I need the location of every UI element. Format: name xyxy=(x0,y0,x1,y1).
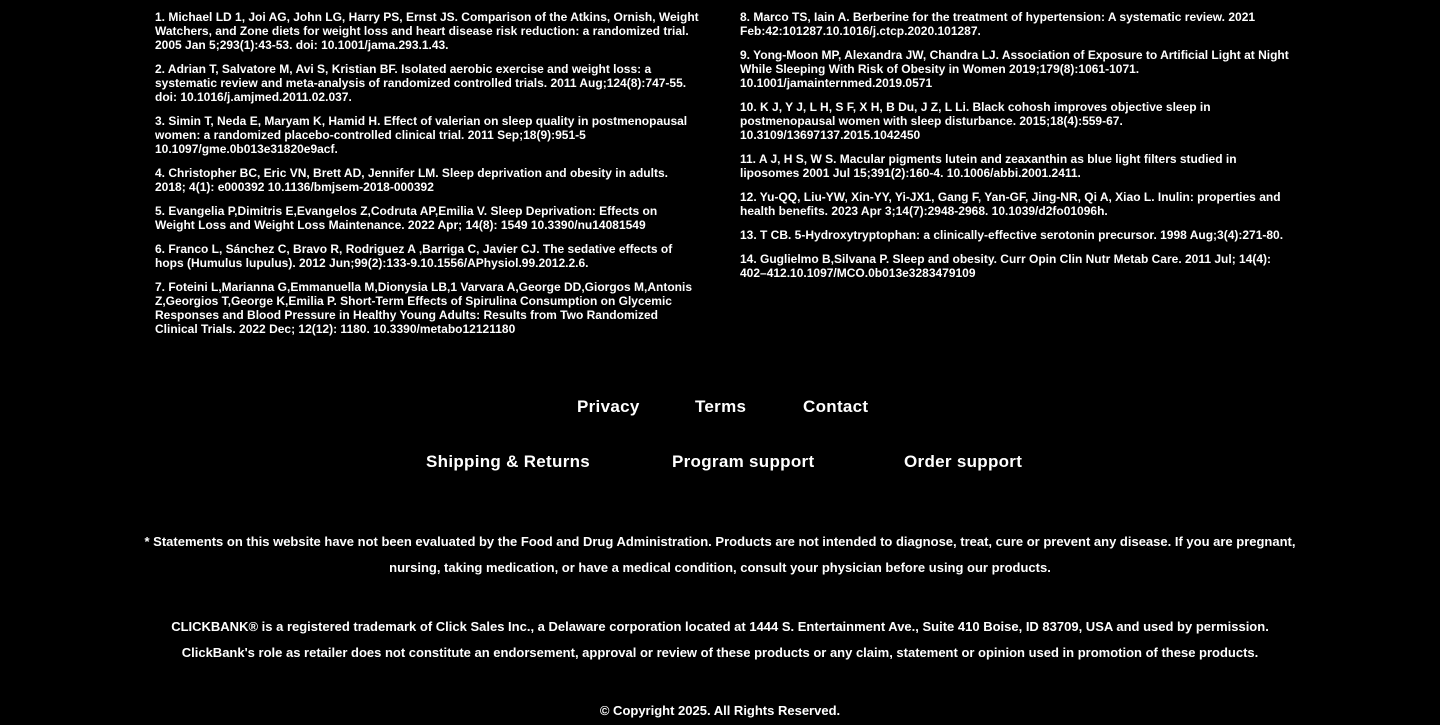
references-right-column xyxy=(740,10,1290,290)
reference-item: 11. A J, H S, W S. Macular pigments lutein and zeaxanthin as blue light filters studied in liposomes 2001 Jul 15;391(2):160-4. 10.1006/abbi.2001.2411. xyxy=(740,152,1237,180)
reference-item: 6. Franco L, Sánchez C, Bravo R, Rodriguez A ,Barriga C, Javier CJ. The sedative effects of hops (Humulus lupulus). 2012 Jun;99(2):133-9.10.1556/APhysiol.99.2012.2.6. xyxy=(155,242,673,270)
reference-item: 14. Guglielmo B,Silvana P. Sleep and obesity. Curr Opin Clin Nutr Metab Care. 2011 Jul; 14(4): 402–412.10.1097/MCO.0b013e3283479109 xyxy=(740,252,1272,280)
privacy-link[interactable]: Privacy xyxy=(577,397,640,416)
fda-disclaimer: * Statements on this website have not been evaluated by the Food and Drug Administration. Products are not intended to diagnose, treat, cure or prevent any disease. If you are pregnant, nursing, taking medication, or have a medical condition, consult your physician before using our products. xyxy=(144,534,1296,575)
reference-item: 5. Evangelia P,Dimitris E,Evangelos Z,Codruta AP,Emilia V. Sleep Deprivation: Effects on Weight Loss and Weight Loss Maintenance. 2022 Apr; 14(8): 1549 10.3390/nu14081549 xyxy=(155,204,658,232)
reference-item: 7. Foteini L,Marianna G,Emmanuella M,Dionysia LB,1 Varvara A,George DD,Giorgos M,Antonis Z,Georgios T,George K,Emilia P. Short-Term Effects of Spirulina Consumption on Glycemic Responses and Blood Pressure in Healthy Young Adults: Results from Two Randomized Clinical Trials. 2022 Dec; 12(12): 1180. 10.3390/metabo12121180 xyxy=(155,280,692,336)
copyright-text: © Copyright 2025. All Rights Reserved. xyxy=(599,703,841,718)
references-left-column xyxy=(155,10,700,346)
reference-item: 4. Christopher BC, Eric VN, Brett AD, Jennifer LM. Sleep deprivation and obesity in adults. 2018; 4(1): e000392 10.1136/bmjsem-2018-000392 xyxy=(155,166,668,194)
shipping-returns-link[interactable]: Shipping & Returns xyxy=(426,452,591,471)
reference-item: 3. Simin T, Neda E, Maryam K, Hamid H. Effect of valerian on sleep quality in postmenopausal women: a randomized placebo-controlled clinical trial. 2011 Sep;18(9):951-5 10.1097/gme.0b013e31820e9acf. xyxy=(155,114,688,156)
contact-link[interactable]: Contact xyxy=(803,397,869,416)
clickbank-notice: CLICKBANK® is a registered trademark of Click Sales Inc., a Delaware corporation located at 1444 S. Entertainment Ave., Suite 410 Boise, ID 83709, USA and used by permission. ClickBank's role as retailer does not constitute an endorsement, approval or review of these products or any claim, statement or opinion used in promotion of these products. xyxy=(171,619,1269,660)
reference-item: 10. K J, Y J, L H, S F, X H, B Du, J Z, L Li. Black cohosh improves objective sleep in postmenopausal women with sleep disturbance. 2015;18(4):559-67. 10.3109/13697137.2015.1042450 xyxy=(740,100,1211,142)
reference-item: 12. Yu-QQ, Liu-YW, Xin-YY, Yi-JX1, Gang F, Yan-GF, Jing-NR, Qi A, Xiao L. Inulin: properties and health benefits. 2023 Apr 3;14(7):2948-2968. 10.1039/d2fo01096h. xyxy=(740,190,1281,218)
reference-item: 9. Yong-Moon MP, Alexandra JW, Chandra LJ. Association of Exposure to Artificial Light at Night While Sleeping With Risk of Obesity in Women 2019;179(8):1061-1071. 10.1001/jamainternmed.2019.0571 xyxy=(740,48,1289,90)
terms-link[interactable]: Terms xyxy=(695,397,747,416)
reference-item: 1. Michael LD 1, Joi AG, John LG, Harry PS, Ernst JS. Comparison of the Atkins, Ornish, Weight Watchers, and Zone diets for weight loss and heart disease risk reduction: a randomized trial. 2005 Jan 5;293(1):43-53. doi: 10.1001/jama.293.1.43. xyxy=(155,10,699,52)
reference-item: 8. Marco TS, Iain A. Berberine for the treatment of hypertension: A systematic review. 2021 Feb:42:101287.10.1016/j.ctcp.2020.101287. xyxy=(740,10,1256,38)
reference-item: 2. Adrian T, Salvatore M, Avi S, Kristian BF. Isolated aerobic exercise and weight loss: a systematic review and meta-analysis of randomized controlled trials. 2011 Aug;124(8):747-55. doi: 10.1016/j.amjmed.2011.02.037. xyxy=(155,62,687,104)
order-support-link[interactable]: Order support xyxy=(904,452,1023,471)
program-support-link[interactable]: Program support xyxy=(672,452,815,471)
reference-item: 13. T CB. 5-Hydroxytryptophan: a clinically-effective serotonin precursor. 1998 Aug;3(4):271-80. xyxy=(740,228,1284,242)
